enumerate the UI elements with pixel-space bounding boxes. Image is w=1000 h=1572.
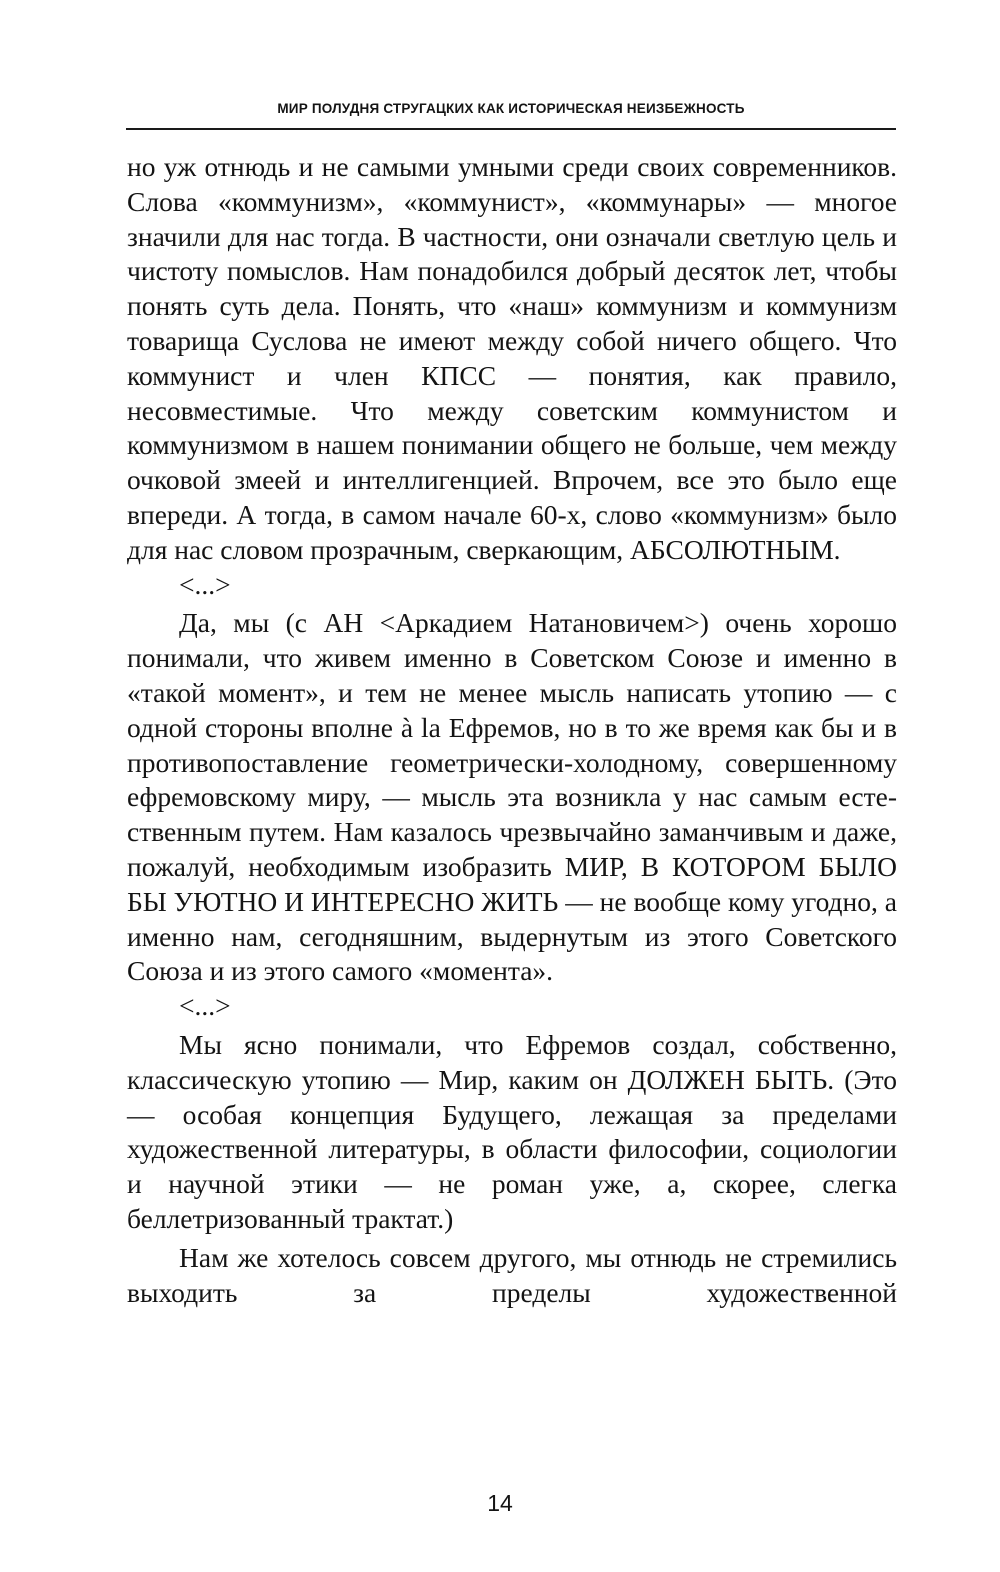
page-number: 14 xyxy=(487,1490,513,1516)
omission-marker-1: <...> xyxy=(179,568,231,600)
paragraph-4: Нам же хотелось совсем другого, мы отнюдь не стремились выходить за пределы художественной xyxy=(127,1241,897,1308)
paragraph-1: но уж отнюдь и не самыми умными среди своих современников. Слова «коммунизм», «коммунист», «коммунары» — многое значили для нас тогда. В частности, они означали светлую цель и чистоту помыслов. Нам понадобился добрый десяток лет, чтобы понять суть дела. Понять, что «наш» коммунизм и коммунизм товарища Суслова не имеют между собой ничего общего. Что коммунист и член КПСС — понятия, как правило, несовместимые. Что между советским коммунистом и коммунизмом в нашем понимании общего не больше, чем между очковой змеей и интеллигенцией. Впрочем, все это было еще впереди. А тогда, в самом начале 60-х, слово «коммунизм» было для нас словом прозрачным, сверкающим, АБСОЛЮТНЫМ. xyxy=(127,151,897,565)
paragraph-2: Да, мы (с АН <Аркадием Натановичем>) очень хорошо понимали, что живем именно в Советском Союзе и именно в «такой момент», и тем не менее мысль написать утопию — с одной стороны вполне à la Ефремов, но в то же время как бы и в противопоставление геометрически-холодному, совершенному ефремовскому миру, — мысль эта возникла у нас самым естественным путем. Нам казалось чрезвычайно заманчивым и даже, пожалуй, необходимым изобразить МИР, В КОТОРОМ БЫЛО БЫ УЮТНО И ИНТЕРЕСНО ЖИТЬ — не вообще кому угодно, а именно нам, сегодняшним, выдернутым из этого Советского Союза и из этого самого «момента». xyxy=(127,607,897,987)
body-text xyxy=(127,150,897,1310)
omission-marker-2: <...> xyxy=(179,990,231,1022)
running-header: МИР ПОЛУДНЯ СТРУГАЦКИХ КАК ИСТОРИЧЕСКАЯ НЕИЗБЕЖНОСТЬ xyxy=(277,101,745,116)
header-rule xyxy=(126,128,896,130)
paragraph-3: Мы ясно понимали, что Ефремов создал, собственно, классическую утопию — Мир, каким он ДОЛЖЕН БЫТЬ. (Это — особая концепция Будущего, лежащая за пределами художественной литературы, в области философии, социологии и научной этики — не роман уже, а, скорее, слегка беллетризованный трактат.) xyxy=(127,1028,897,1234)
